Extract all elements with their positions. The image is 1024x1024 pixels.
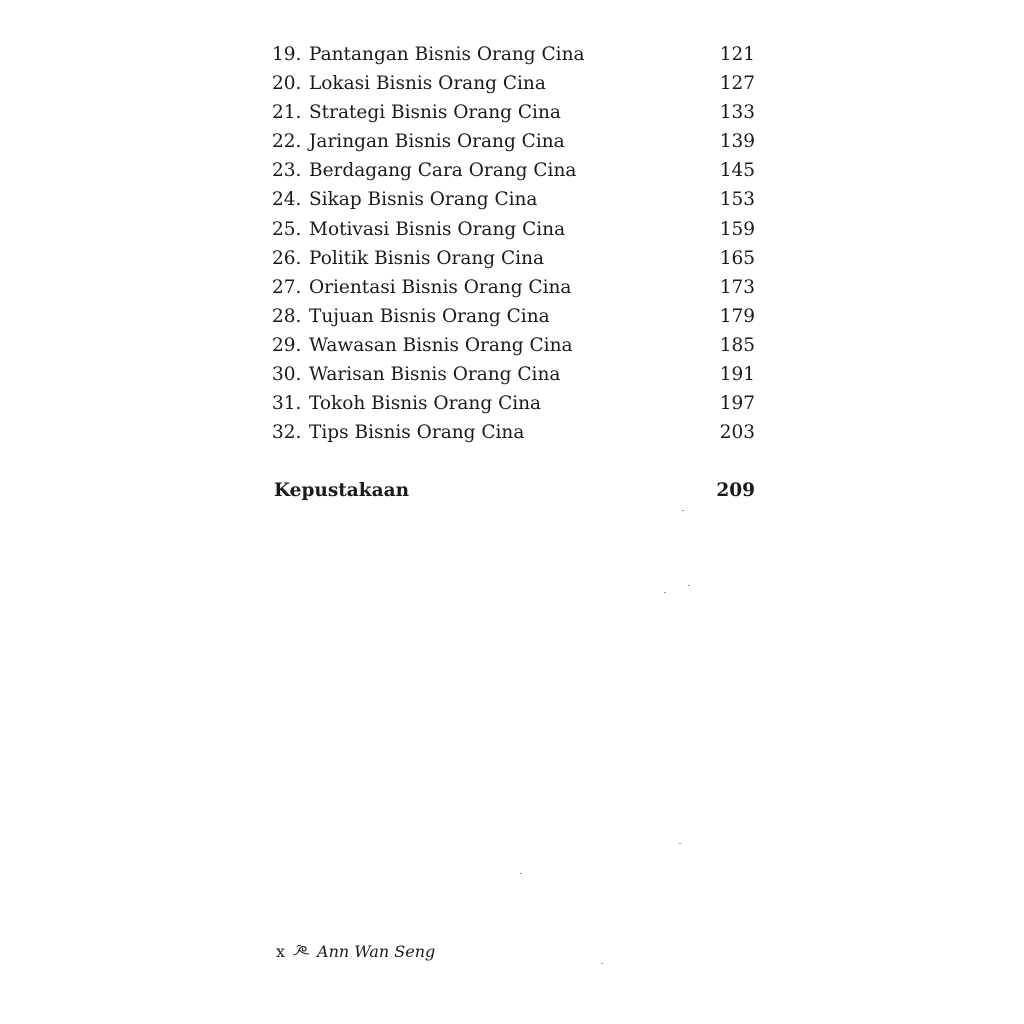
toc-entry-number: 25. <box>272 218 302 240</box>
toc-entry-number: 22. <box>272 131 302 153</box>
toc-entry-number: 21. <box>272 102 302 124</box>
toc-entry-26 <box>272 244 758 273</box>
toc-entry-page: 191 <box>719 364 755 386</box>
toc-entry-title: Strategi Bisnis Orang Cina <box>309 102 561 124</box>
toc-entry-page: 173 <box>719 276 755 298</box>
toc-entry-title: Motivasi Bisnis Orang Cina <box>309 218 566 240</box>
toc-entry-title: Berdagang Cara Orang Cina <box>309 160 577 182</box>
toc-entry-19 <box>272 40 758 69</box>
scan-speck <box>520 873 522 874</box>
toc-entry-page: 185 <box>719 334 755 356</box>
toc-entry-21 <box>272 98 758 127</box>
toc-entry-number: 19. <box>272 44 302 65</box>
toc-entry-title: Tips Bisnis Orang Cina <box>309 422 525 444</box>
toc-entry-number: 28. <box>272 305 302 327</box>
toc-entry-title: Sikap Bisnis Orang Cina <box>309 189 538 211</box>
toc-entry-number: 27. <box>272 276 302 298</box>
toc-entry-number: 26. <box>272 247 302 269</box>
toc-entry-28 <box>272 302 758 331</box>
toc-entry-page: 179 <box>719 305 755 327</box>
toc-entry-title: Jaringan Bisnis Orang Cina <box>309 131 565 153</box>
toc-entry-bibliography <box>272 476 758 506</box>
toc-entry-page: 133 <box>719 102 755 124</box>
toc-entry-title: Warisan Bisnis Orang Cina <box>309 364 561 386</box>
toc-entry-page: 139 <box>719 131 755 153</box>
toc-entry-page: 145 <box>719 160 755 182</box>
toc-entry-number: 30. <box>272 364 302 386</box>
scan-speck <box>664 592 666 593</box>
toc-entry-20 <box>272 69 758 98</box>
toc-entry-page: 159 <box>719 218 755 240</box>
toc-entry-32 <box>272 418 758 447</box>
toc-entry-number: 23. <box>272 160 302 182</box>
author-name: Ann Wan Seng <box>317 942 436 961</box>
toc-entry-page: 127 <box>719 73 755 95</box>
toc-entry-page: 203 <box>719 422 755 444</box>
toc-entry-number: 29. <box>272 334 302 356</box>
folio-page-number: x <box>276 942 286 961</box>
toc-entry-page: 153 <box>719 189 755 211</box>
toc-entry-page: 121 <box>719 44 755 65</box>
toc-entry-title: Pantangan Bisnis Orang Cina <box>309 44 585 65</box>
toc-entry-title: Politik Bisnis Orang Cina <box>309 247 545 269</box>
toc-entry-number: 32. <box>272 422 302 444</box>
toc-entry-29 <box>272 331 758 360</box>
toc-entry-30 <box>272 360 758 389</box>
scan-speck <box>679 843 681 844</box>
toc-entry-title: Orientasi Bisnis Orang Cina <box>309 276 572 298</box>
toc-entry-page: 165 <box>719 247 755 269</box>
table-of-contents <box>272 40 758 447</box>
toc-entry-24 <box>272 185 758 214</box>
toc-entry-31 <box>272 389 758 418</box>
scan-speck <box>601 963 603 964</box>
toc-entry-23 <box>272 156 758 185</box>
page-footer <box>276 938 435 967</box>
toc-entry-title: Tokoh Bisnis Orang Cina <box>309 393 542 415</box>
toc-entry-22 <box>272 127 758 156</box>
toc-entry-title: Tujuan Bisnis Orang Cina <box>309 305 550 327</box>
toc-entry-title: Lokasi Bisnis Orang Cina <box>309 73 546 95</box>
toc-entry-27 <box>272 273 758 302</box>
toc-entry-25 <box>272 215 758 244</box>
scan-speck <box>682 510 684 511</box>
toc-entry-page: 197 <box>719 393 755 415</box>
bibliography-title: Kepustakaan <box>274 480 410 501</box>
toc-entry-title: Wawasan Bisnis Orang Cina <box>309 334 573 356</box>
toc-entry-number: 31. <box>272 393 302 415</box>
toc-entry-number: 24. <box>272 189 302 211</box>
toc-entry-number: 20. <box>272 73 302 95</box>
floral-ornament-icon <box>291 939 311 967</box>
scan-speck <box>688 585 690 586</box>
bibliography-page: 209 <box>716 480 755 501</box>
